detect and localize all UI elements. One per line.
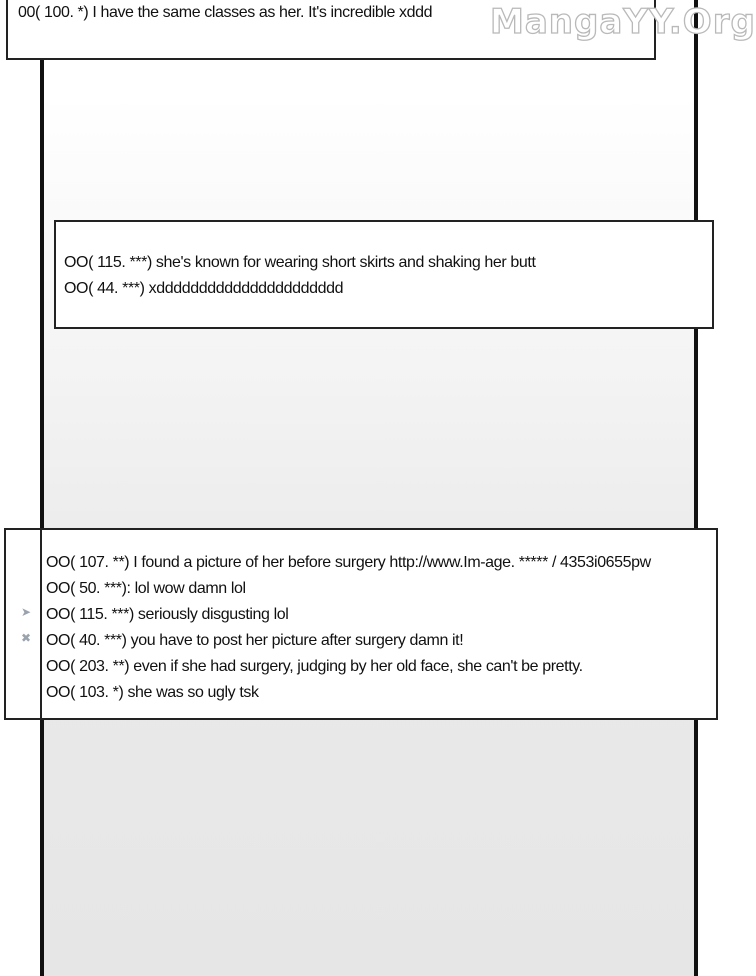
comment-line: OO( 115. ***) seriously disgusting lol	[46, 606, 289, 623]
comment-line: 00( 100. *) I have the same classes as her. It's incredible xddd	[18, 4, 433, 21]
x-icon: ✖	[20, 631, 32, 645]
divider	[40, 530, 42, 718]
comment-list	[46, 550, 651, 706]
comment-line: OO( 103. *) she was so ugly tsk	[46, 684, 259, 701]
arrow-icon: ➤	[20, 605, 32, 619]
phone-screen-panel	[40, 0, 698, 976]
comment-line: OO( 115. ***) she's known for wearing short skirts and shaking her butt	[64, 254, 536, 271]
comment-line: OO( 44. ***) xdddddddddddddddddddddd	[64, 280, 344, 297]
watermark-logo: MangaYY.Org	[490, 2, 756, 42]
comment-box-bottom	[4, 528, 718, 720]
comment-box-middle	[54, 220, 714, 329]
comment-line: OO( 203. **) even if she had surgery, judging by her old face, she can't be pretty.	[46, 658, 583, 675]
comment-line: OO( 50. ***): lol wow damn lol	[46, 580, 246, 597]
comment-line: OO( 107. **) I found a picture of her before surgery http://www.Im-age. ***** / 4353i0655pw	[46, 554, 651, 571]
comment-line: OO( 40. ***) you have to post her picture after surgery damn it!	[46, 632, 464, 649]
